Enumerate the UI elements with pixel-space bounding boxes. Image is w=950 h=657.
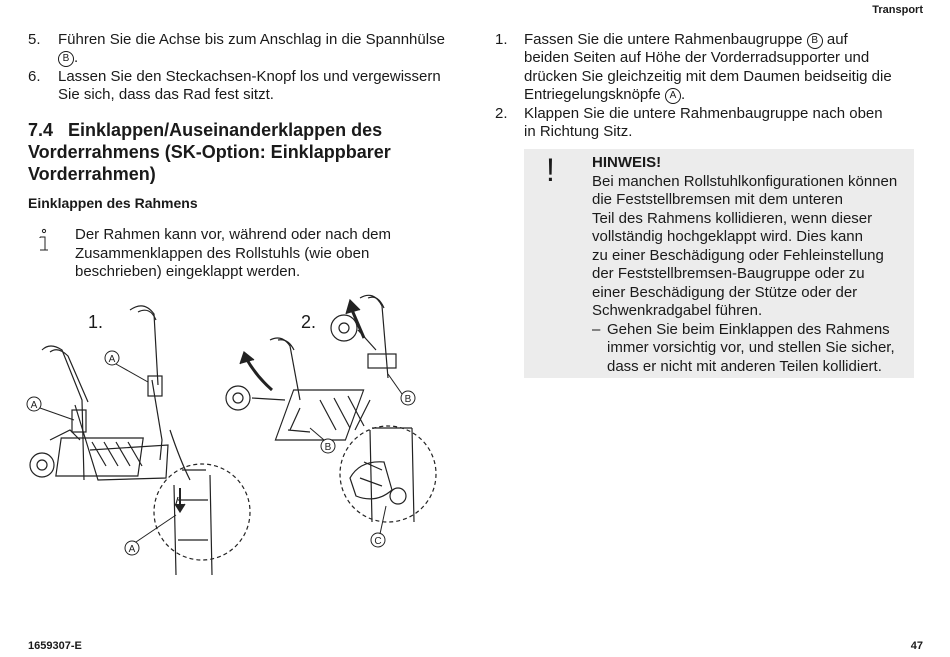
notice-box: [524, 149, 914, 378]
marker-b: B: [404, 394, 412, 405]
marker-b: B: [58, 51, 74, 67]
marker-a: A: [108, 354, 116, 365]
step-text-cont: B .: [58, 49, 78, 68]
marker-b: B: [807, 33, 823, 49]
step-number: 1.: [495, 31, 508, 48]
step-text: Führen Sie die Achse bis zum Anschlag in die Spannhülse: [58, 31, 445, 48]
notice-bullet: – Gehen Sie beim Einklappen des Rahmens immer vorsichtig vor, und stellen Sie sicher, dass er nicht mit anderen Teilen kollidiert.: [592, 320, 895, 375]
marker-a: A: [128, 544, 136, 555]
document-number: 1659307-E: [28, 640, 82, 652]
section-number: 7.4: [28, 120, 54, 140]
right-step-list: [495, 31, 920, 145]
step-text: Fassen Sie die untere Rahmenbaugruppe B auf: [524, 31, 848, 48]
step-1: [495, 31, 920, 105]
step-text-cont: Sie sich, dass das Rad fest sitzt.: [58, 86, 274, 103]
figure-step-2-label: 2.: [301, 312, 317, 332]
info-icon: [36, 228, 50, 254]
step-number: 2.: [495, 105, 508, 122]
bullet-dash: –: [592, 320, 601, 338]
folding-illustration: [20, 290, 460, 590]
notice-content: HINWEIS! Bei manchen Rollstuhlkonfigurationen können die Feststellbremsen mit dem unteren Teil des Rahmens kollidieren, wenn dieser vollständig hochgeklappt wird. Dies kann zu einer Beschädigung oder Fehleinstellung der Feststellbremsen-Baugruppe oder zu einer Beschädigung der Stütze oder der Schwenkradgabel führen. – Gehen Sie beim Einklappen des Rahmens immer vorsichtig vor, und stellen Sie sicher, dass er nicht mit anderen Teilen kollidiert.: [592, 154, 912, 376]
step-text-cont: drücken Sie gleichzeitig mit dem Daumen beidseitig die: [524, 68, 892, 85]
notice-title: HINWEIS!: [592, 154, 662, 171]
step-number: 6.: [28, 68, 41, 85]
step-2: [495, 105, 920, 145]
running-header: Transport: [872, 4, 923, 16]
marker-a: A: [665, 88, 681, 104]
left-step-list: [28, 31, 468, 105]
step-5: [28, 31, 468, 68]
step-6: [28, 68, 468, 105]
figure-step-1-label: 1.: [88, 312, 104, 332]
step-text-cont: Entriegelungsknöpfe A .: [524, 86, 686, 103]
marker-a: A: [30, 400, 38, 411]
step-text-cont: in Richtung Sitz.: [524, 123, 633, 140]
step-text: Klappen Sie die untere Rahmenbaugruppe nach oben: [524, 105, 883, 122]
page-number: 47: [910, 640, 923, 652]
marker-b: B: [324, 442, 332, 453]
step-text-cont: beiden Seiten auf Höhe der Vorderradsupporter und: [524, 49, 870, 66]
warning-icon: !: [546, 152, 555, 188]
section-heading: 7.4 Einklappen/Auseinanderklappen des Vorderrahmens (SK-Option: Einklappbarer Vorderrahmen): [28, 120, 391, 184]
step-text: Lassen Sie den Steckachsen-Knopf los und vergewissern: [58, 68, 441, 85]
info-text: Der Rahmen kann vor, während oder nach dem Zusammenklappen des Rollstuhls (wie oben beschrieben) eingeklappt werden.: [75, 226, 392, 280]
subheading: Einklappen des Rahmens: [28, 195, 198, 211]
step-number: 5.: [28, 31, 41, 48]
marker-c: C: [374, 536, 382, 547]
